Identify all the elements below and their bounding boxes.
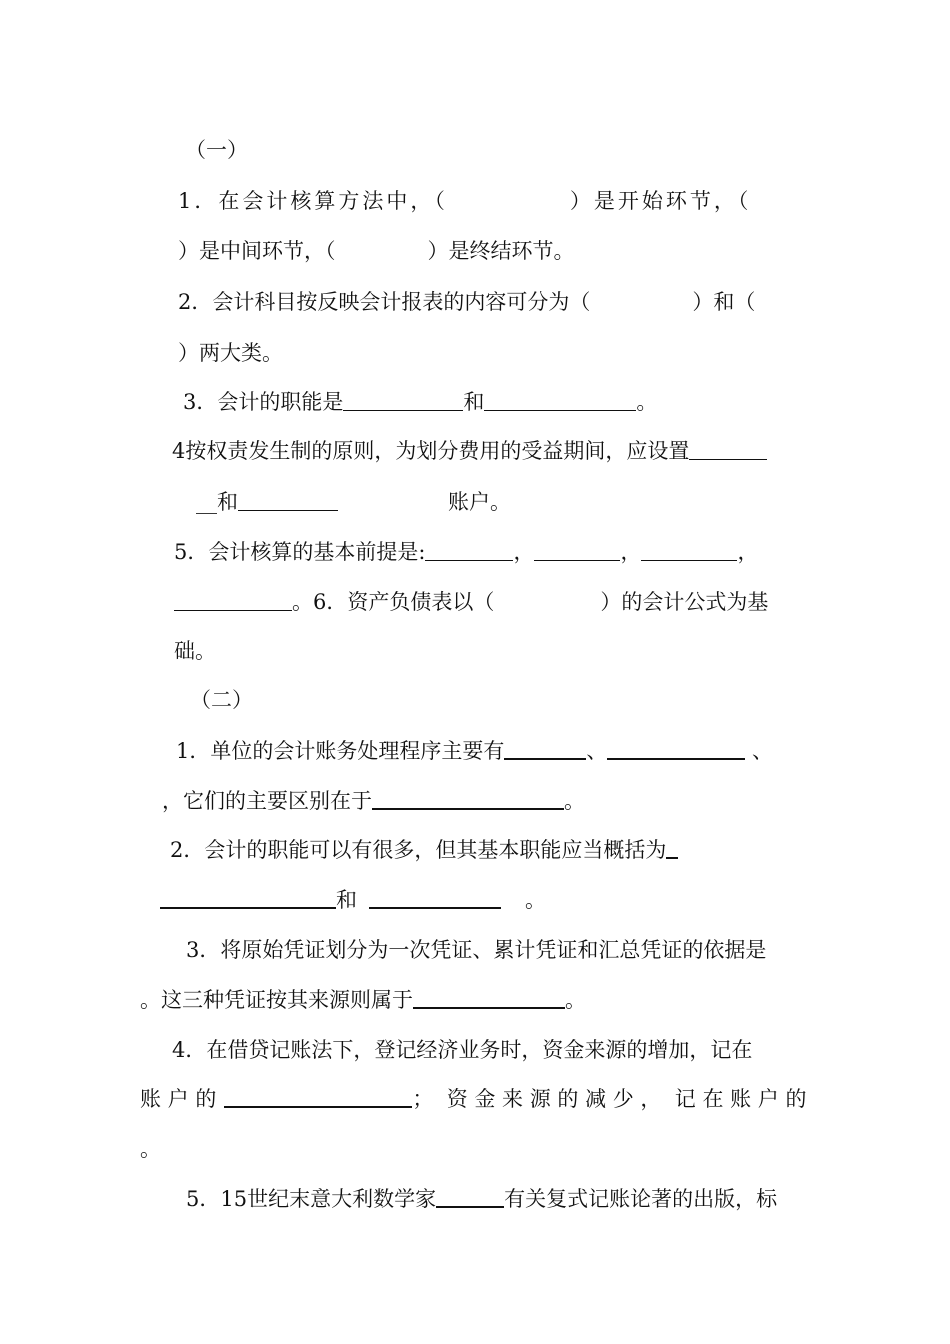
s1-q4-text-b: __和 — [196, 490, 238, 514]
s2-q3-text-b: 。这三种凭证按其来源则属于 — [140, 988, 413, 1012]
s1-q1-line1 — [178, 187, 751, 215]
s1-q3-blank-2[interactable] — [484, 390, 636, 411]
s2-q1-sep-2: 、 — [745, 739, 774, 763]
s2-q3-blank-1[interactable] — [413, 987, 565, 1009]
s2-q4-line1: 4．在借贷记账法下，登记经济业务时，资金来源的增加，记在 — [172, 1038, 753, 1062]
s1-q4-blank-1[interactable] — [689, 439, 767, 460]
s2-q1-text-c: 。 — [564, 789, 585, 813]
s2-q5-text-b: 有关复式记账论著的出版，标 — [504, 1187, 778, 1211]
s2-q5-text-a: 5．15世纪末意大利数学家 — [186, 1187, 437, 1211]
s2-q4-text-b: 账 户 的 — [140, 1087, 217, 1111]
s2-q4-line3: 。 — [140, 1137, 161, 1161]
section-one-heading: （一） — [185, 138, 248, 162]
s1-q5-blank-3[interactable] — [641, 540, 737, 561]
s2-q1-text-a: 1．单位的会计账务处理程序主要有 — [176, 739, 505, 763]
s1-q1-text-b: ）是开始环节，（ — [569, 189, 752, 213]
s1-q4-line2 — [196, 488, 511, 516]
s2-q1-blank-1[interactable] — [504, 738, 586, 760]
s2-q1-sep-1: 、 — [586, 739, 608, 763]
s2-q5-blank-1[interactable] — [436, 1186, 504, 1208]
s2-q2-blank-1[interactable] — [160, 887, 336, 909]
s1-q2-line1 — [178, 288, 755, 316]
s1-q1-text-a: 1．在会计核算方法中，（ — [178, 189, 448, 213]
s2-q2-blank-2[interactable] — [369, 887, 501, 909]
s1-q5-line1 — [174, 538, 758, 566]
s1-q4-text-a: 4按权责发生制的原则，为划分费用的受益期间，应设置 — [172, 439, 690, 463]
s1-q5-blank-2[interactable] — [534, 540, 620, 561]
section-two-heading: （二） — [190, 688, 253, 712]
s2-q1-line2 — [162, 787, 585, 815]
s1-q5-blank-4[interactable] — [174, 590, 292, 611]
s2-q4-line2 — [140, 1085, 807, 1113]
s1-q5-text-c: ）的会计公式为基 — [600, 590, 769, 614]
s2-q3-text-c: 。 — [565, 988, 586, 1012]
s1-q5-line2 — [174, 588, 768, 616]
s2-q2-blank-start[interactable] — [666, 837, 678, 859]
s2-q2-text-c: 。 — [525, 888, 546, 912]
s1-q5-sep-1: ， — [513, 540, 535, 564]
s2-q1-line1 — [176, 737, 773, 765]
s1-q3-text-c: 。 — [636, 390, 658, 414]
s1-q5-sep-3: ， — [737, 540, 759, 564]
s2-q1-blank-2[interactable] — [607, 738, 745, 760]
s1-q3-text-b: 和 — [463, 390, 485, 414]
s1-q5-blank-1[interactable] — [425, 540, 513, 561]
s1-q5-sep-2: ， — [620, 540, 642, 564]
s1-q1-text-c: ）是中间环节，（ — [178, 239, 336, 263]
s2-q3-line2 — [140, 986, 586, 1014]
s2-q2-text-a: 2．会计的职能可以有很多，但其基本职能应当概括为 — [170, 838, 667, 862]
s1-q1-line2 — [178, 237, 575, 265]
s2-q4-text-c: ； 资 金 来 源 的 减 少 ， 记 在 账 户 的 — [412, 1087, 807, 1111]
s1-q1-text-d: ）是终结环节。 — [427, 239, 575, 263]
s2-q2-line1 — [170, 836, 678, 864]
s2-q1-blank-3[interactable] — [372, 788, 564, 810]
s1-q5-text-b: 。6．资产负债表以（ — [292, 590, 495, 614]
s2-q1-text-b: ，它们的主要区别在于 — [162, 789, 372, 813]
s1-q5-text-a: 5．会计核算的基本前提是: — [174, 540, 426, 564]
s2-q2-text-b: 和 — [336, 888, 357, 912]
s1-q2-line2: ）两大类。 — [178, 341, 283, 365]
s1-q3 — [183, 388, 657, 416]
s1-q4-line1 — [172, 437, 767, 465]
s2-q5-line1 — [186, 1185, 777, 1213]
s2-q4-blank-1[interactable] — [224, 1086, 412, 1108]
s1-q4-blank-2[interactable] — [238, 490, 338, 511]
s1-q2-text-b: ）和（ — [692, 290, 756, 314]
s2-q2-line2 — [160, 886, 546, 914]
s1-q3-blank-1[interactable] — [343, 390, 463, 411]
s1-q3-text-a: 3．会计的职能是 — [183, 390, 344, 414]
s1-q5-line3: 础。 — [174, 639, 216, 663]
s1-q4-text-c: 账户。 — [448, 490, 511, 514]
s1-q2-text-a: 2．会计科目按反映会计报表的内容可分为（ — [178, 290, 591, 314]
s2-q3-line1: 3．将原始凭证划分为一次凭证、累计凭证和汇总凭证的依据是 — [186, 938, 767, 962]
